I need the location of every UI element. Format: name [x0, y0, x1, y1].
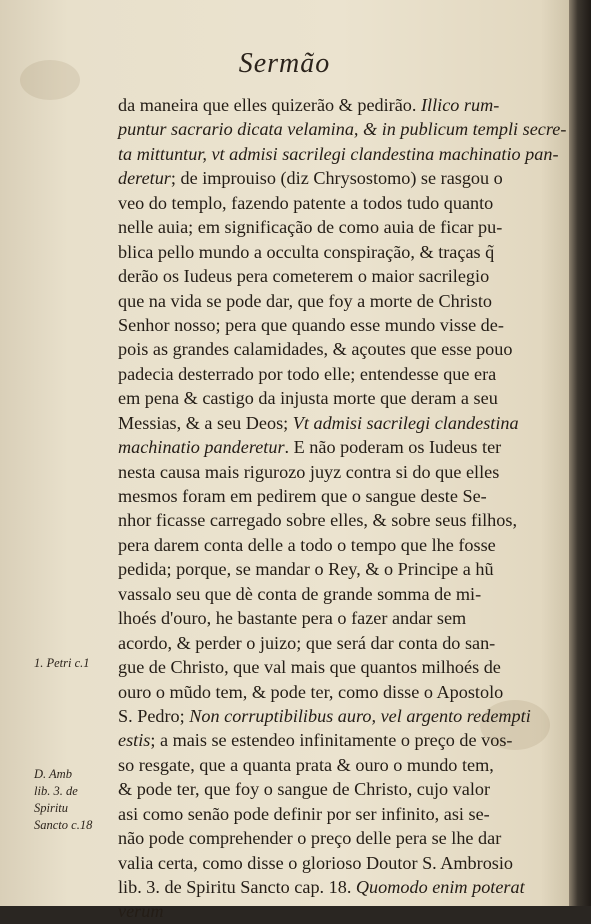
text-line — [118, 631, 570, 655]
latin-quote: verum — [118, 901, 164, 922]
line-text: acordo, & perder o juizo; que será dar conta do san- — [118, 632, 496, 653]
text-line — [118, 215, 570, 239]
text-line — [118, 191, 570, 215]
line-text: valia certa, como disse o glorioso Doutor S. Ambrosio — [118, 852, 514, 873]
text-line — [118, 753, 570, 777]
latin-quote: machinatio panderetur — [118, 437, 285, 458]
line-text: nesta causa mais rigurozo juyz contra si do que elles — [118, 461, 500, 482]
line-text: ouro o mũdo tem, & pode ter, como disse o Apostolo — [118, 681, 504, 702]
text-line — [118, 728, 570, 752]
text-line — [118, 875, 570, 899]
margin-note-ambrose-3: Spiritu — [34, 801, 69, 815]
text-line — [118, 484, 570, 508]
text-line — [118, 313, 570, 337]
line-text: nelle auia; em significação de como auia de ficar pu- — [118, 217, 503, 238]
text-line — [118, 704, 570, 728]
text-line — [118, 582, 570, 606]
line-text: pera darem conta delle a todo o tempo que lhe fosse — [118, 534, 496, 555]
line-text: veo do templo, fazendo patente a todos tudo quanto — [118, 192, 494, 213]
text-line — [118, 826, 570, 850]
line-text: Senhor nosso; pera que quando esse mundo visse de- — [118, 314, 504, 335]
latin-quote: Quomodo enim poterat — [355, 877, 525, 897]
line-text: pois as grandes calamidades, & açoutes que esse pouo — [118, 339, 513, 360]
margin-note-ambrose-1: D. Amb — [34, 767, 72, 781]
text-line — [118, 362, 570, 386]
latin-quote: puntur sacrario dicata velamina, & in publicum templi secre- — [118, 119, 567, 140]
margin-note-petri: 1. Petri c.1 — [34, 656, 90, 670]
latin-quote: Vt admisi sacrilegi clandestina — [292, 412, 519, 433]
page-header: Sermão — [238, 48, 331, 79]
text-line — [118, 606, 570, 630]
text-line — [118, 533, 570, 557]
text-line — [118, 851, 570, 875]
margin-note-ambrose-4: Sancto c.18 — [34, 818, 93, 832]
line-text: ; de improuiso (diz Chrysostomo) se rasgou o — [170, 168, 503, 189]
line-text: gue de Christo, que val mais que quantos milhoés de — [118, 657, 501, 678]
text-line — [118, 117, 570, 141]
latin-quote: Illico rum- — [421, 95, 500, 115]
line-text: vassalo seu que dè conta de grande somma de mi- — [118, 583, 482, 604]
text-line — [118, 557, 570, 581]
latin-quote: Non corruptibilibus auro, vel argento redempti — [189, 705, 531, 726]
text-line — [118, 289, 570, 313]
line-text: lib. 3. de Spiritu Sancto cap. 18. — [118, 877, 356, 897]
text-line — [118, 802, 570, 826]
text-line — [118, 93, 570, 117]
line-text: lhoés d'ouro, he bastante pera o fazer andar sem — [118, 608, 467, 629]
text-line — [118, 435, 570, 459]
line-text: mesmos foram em pedirem que o sangue deste Se- — [118, 486, 487, 506]
latin-quote: ta mittuntur, vt admisi sacrilegi clandestina machinatio pan- — [118, 143, 559, 164]
line-text: asi como senão pode definir por ser infinito, asi se- — [118, 803, 490, 824]
book-spine-edge — [569, 0, 591, 906]
body-text — [118, 93, 570, 924]
text-line — [118, 411, 570, 435]
line-text: padecia desterrado por todo elle; entendesse que era — [118, 363, 497, 384]
text-line — [118, 508, 570, 532]
line-text: não pode comprehender o preço delle pera se lhe dar — [118, 828, 502, 849]
line-text: nhor ficasse carregado sobre elles, & sobre seus filhos, — [118, 510, 517, 531]
text-line — [118, 386, 570, 410]
line-text: derão os Iudeus pera cometerem o maior sacrilegio — [118, 266, 490, 287]
line-text: pedida; porque, se mandar o Rey, & o Principe a hũ — [118, 559, 494, 580]
line-text: S. Pedro; — [118, 705, 190, 726]
line-text: . E não poderam os Iudeus ter — [284, 437, 502, 458]
line-text: & pode ter, que foy o sangue de Christo, cujo valor — [118, 779, 491, 800]
latin-quote: estis — [118, 730, 151, 751]
text-line — [118, 337, 570, 361]
line-text: que na vida se pode dar, que foy a morte de Christo — [118, 290, 493, 311]
text-line — [118, 899, 570, 923]
line-text: so resgate, que a quanta prata & ouro o mundo tem, — [118, 754, 494, 775]
latin-quote: deretur — [118, 168, 171, 189]
text-line — [118, 142, 570, 166]
text-line — [118, 777, 570, 801]
line-text: ; a mais se estendeo infinitamente o preço de vos- — [150, 730, 513, 751]
text-line — [118, 166, 570, 190]
text-line — [118, 240, 570, 264]
line-text: blica pello mundo a occulta conspiração, & traças q̃ — [118, 241, 495, 262]
line-text: em pena & castigo da injusta morte que deram a seu — [118, 388, 498, 409]
text-line — [118, 264, 570, 288]
line-text: da maneira que elles quizerão & pedirão. — [118, 95, 421, 115]
margin-note-ambrose-2: lib. 3. de — [34, 784, 78, 798]
text-line — [118, 460, 570, 484]
text-line — [118, 680, 570, 704]
text-line — [118, 655, 570, 679]
line-text: Messias, & a seu Deos; — [118, 412, 293, 433]
